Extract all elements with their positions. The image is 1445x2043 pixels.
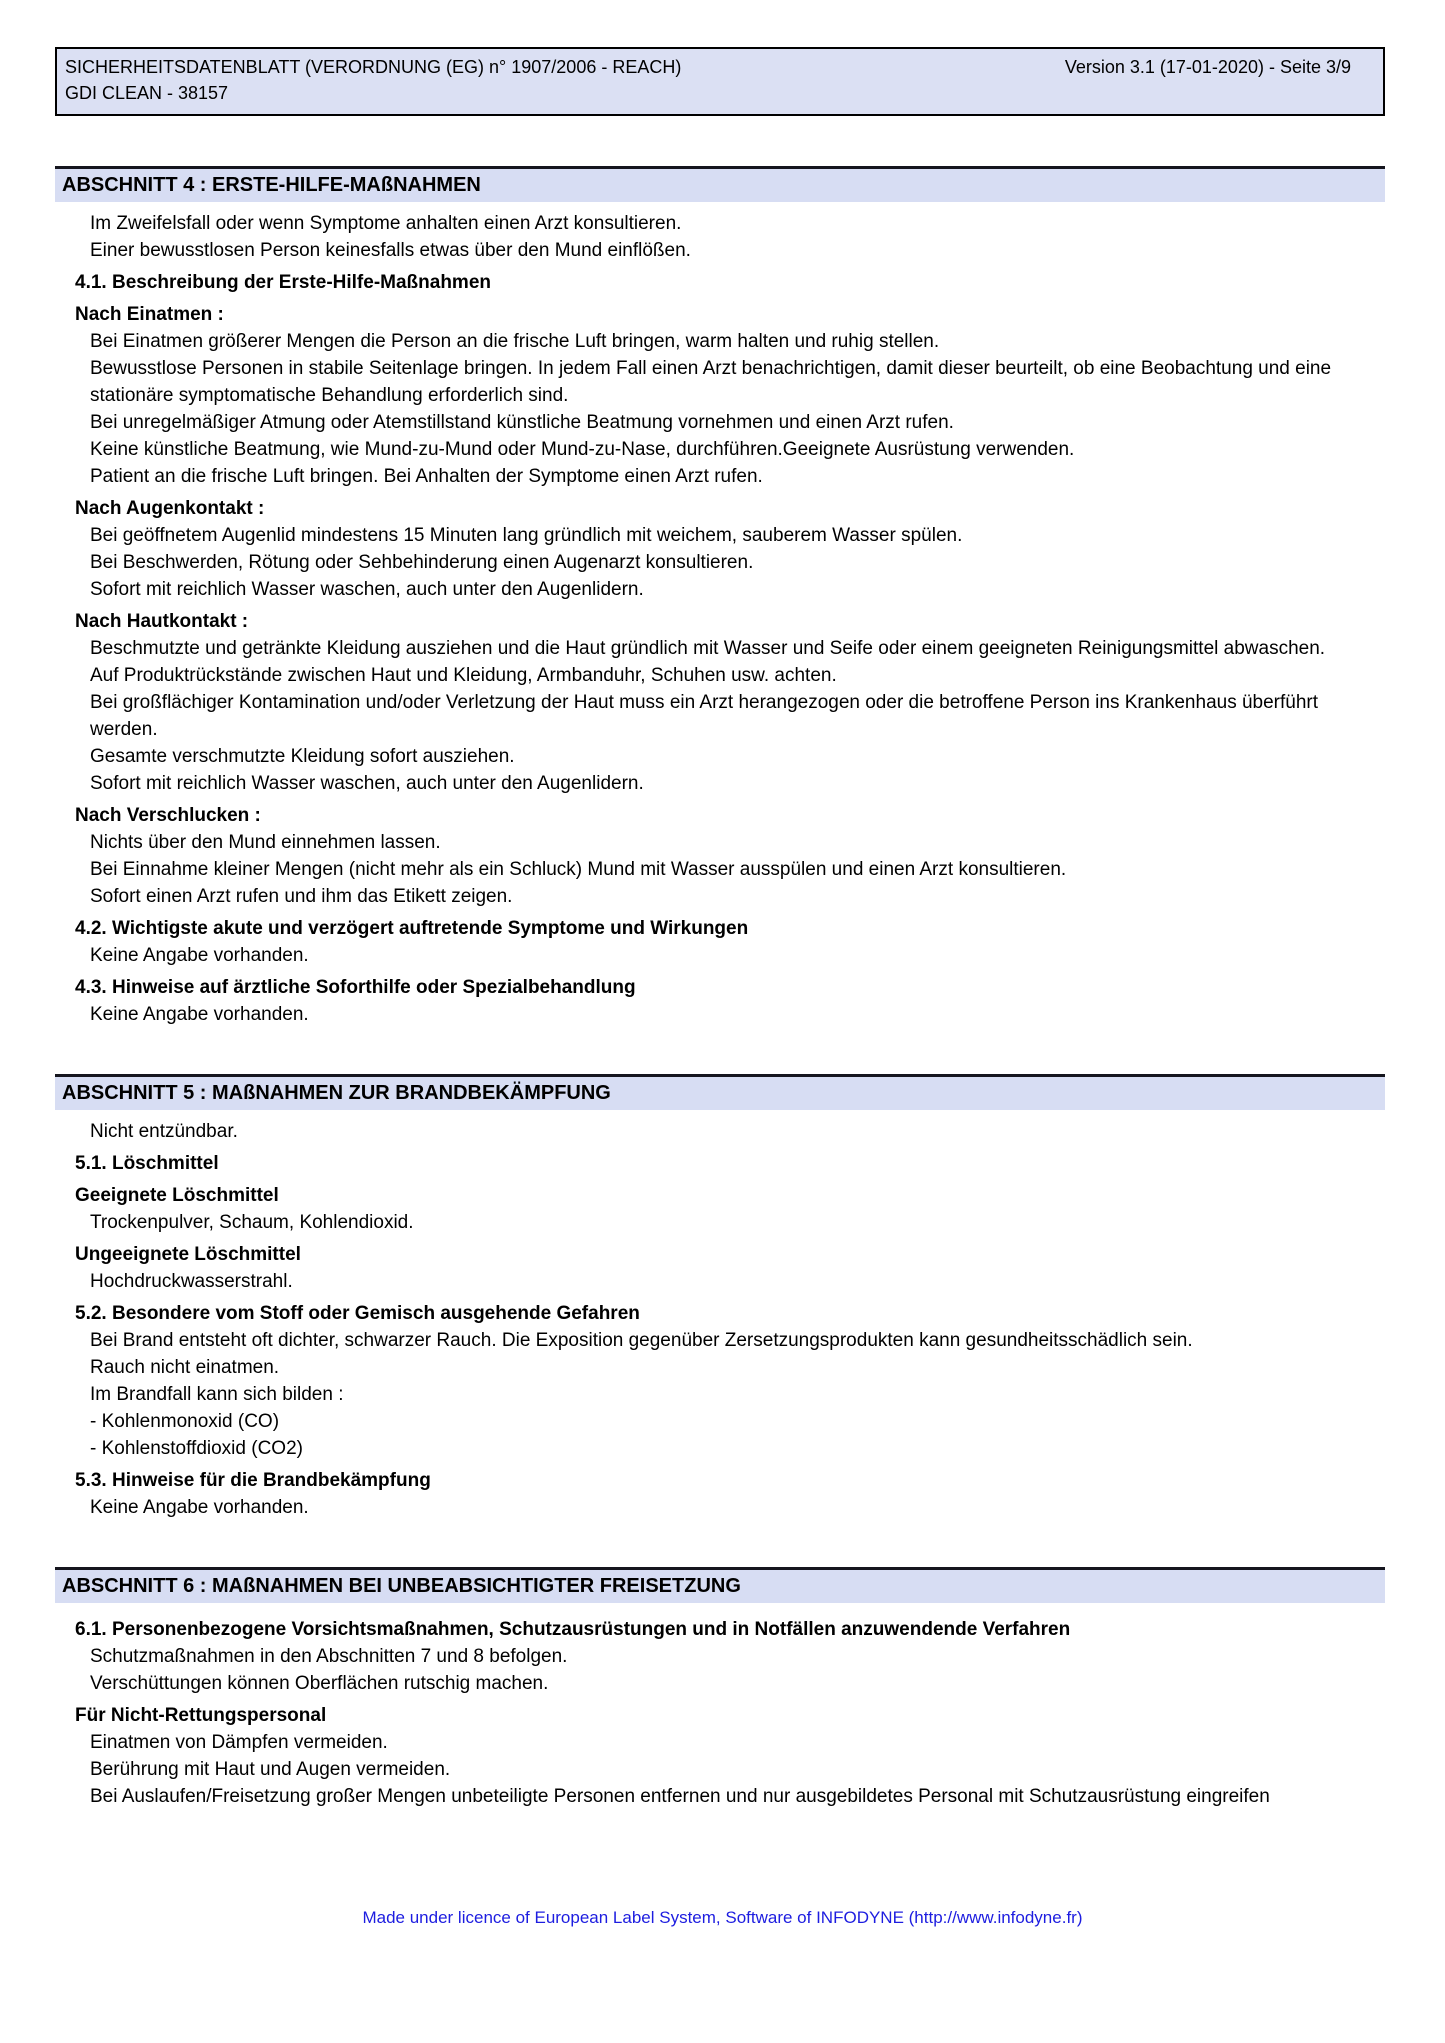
subsection-heading: 4.1. Beschreibung der Erste-Hilfe-Maßnahmen [75, 272, 491, 293]
subsection-heading: 4.2. Wichtigste akute und verzögert auftretende Symptome und Wirkungen [75, 918, 749, 939]
paragraph-line: Sofort mit reichlich Wasser waschen, auch unter den Augenlidern. [90, 773, 644, 794]
section-title: ABSCHNITT 6 : MAßNAHMEN BEI UNBEABSICHTIGTER FREISETZUNG [62, 1575, 741, 1597]
paragraph-line: Nicht entzündbar. [90, 1121, 238, 1142]
subsection-heading: 5.2. Besondere vom Stoff oder Gemisch ausgehende Gefahren [75, 1303, 640, 1324]
section-blocks [55, 1110, 1385, 1521]
paragraph-line: Trockenpulver, Schaum, Kohlendioxid. [90, 1212, 414, 1233]
paragraph-line: Bei Auslaufen/Freisetzung großer Mengen unbeteiligte Personen entfernen und nur ausgebildetes Personal mit Schutzausrüstung eingreifen [90, 1786, 1270, 1807]
subsection-heading: 6.1. Personenbezogene Vorsichtsmaßnahmen, Schutzausrüstungen und in Notfällen anzuwendende Verfahren [75, 1619, 1071, 1640]
subsection-heading: Für Nicht-Rettungspersonal [75, 1705, 327, 1726]
subsection-heading: Nach Verschlucken : [75, 805, 261, 826]
section-header [55, 1074, 1385, 1110]
paragraph-line: Sofort mit reichlich Wasser waschen, auch unter den Augenlidern. [90, 579, 644, 600]
subsection-heading: Ungeeignete Löschmittel [75, 1244, 301, 1265]
section-title: ABSCHNITT 4 : ERSTE-HILFE-MAßNAHMEN [62, 174, 481, 196]
paragraph-line: Beschmutzte und getränkte Kleidung ausziehen und die Haut gründlich mit Wasser und Seife oder einem geeigneten Reinigungsmittel abwaschen. [90, 638, 1326, 659]
header-product: GDI CLEAN - 38157 [65, 83, 229, 103]
paragraph-line: - Kohlenstoffdioxid (CO2) [90, 1438, 303, 1459]
document-header [55, 47, 1385, 116]
paragraph-line: - Kohlenmonoxid (CO) [90, 1411, 280, 1432]
subsection-heading: Nach Augenkontakt : [75, 498, 265, 519]
paragraph-line: Nichts über den Mund einnehmen lassen. [90, 832, 441, 853]
paragraph-line: Schutzmaßnahmen in den Abschnitten 7 und 8 befolgen. [90, 1646, 568, 1667]
paragraph-line: Gesamte verschmutzte Kleidung sofort ausziehen. [90, 746, 515, 767]
paragraph-line: Im Zweifelsfall oder wenn Symptome anhalten einen Arzt konsultieren. [90, 213, 682, 234]
paragraph-line: Bewusstlose Personen in stabile Seitenlage bringen. In jedem Fall einen Arzt benachrichtigen, damit dieser beurteilt, ob eine Beobachtung und eine stationäre symptomatische Behandlung erforderlich sind. [90, 358, 1332, 406]
paragraph-line: Einer bewusstlosen Person keinesfalls etwas über den Mund einflößen. [90, 240, 691, 261]
paragraph-line: Bei Einatmen größerer Mengen die Person an die frische Luft bringen, warm halten und ruhig stellen. [90, 331, 940, 352]
section-header [55, 166, 1385, 202]
section-header [55, 1567, 1385, 1603]
header-title: SICHERHEITSDATENBLATT (VERORDNUNG (EG) n° 1907/2006 - REACH) [65, 57, 682, 77]
paragraph-line: Patient an die frische Luft bringen. Bei Anhalten der Symptome einen Arzt rufen. [90, 466, 763, 487]
paragraph-line: Bei geöffnetem Augenlid mindestens 15 Minuten lang gründlich mit weichem, sauberem Wasser spülen. [90, 525, 963, 546]
paragraph-line: Bei Brand entsteht oft dichter, schwarzer Rauch. Die Exposition gegenüber Zersetzungsprodukten kann gesundheitsschädlich sein. [90, 1330, 1193, 1351]
paragraph-line: Hochdruckwasserstrahl. [90, 1271, 293, 1292]
paragraph-line: Berührung mit Haut und Augen vermeiden. [90, 1759, 451, 1780]
paragraph-line: Keine Angabe vorhanden. [90, 1497, 309, 1518]
paragraph-line: Auf Produktrückstände zwischen Haut und Kleidung, Armbanduhr, Schuhen usw. achten. [90, 665, 837, 686]
subsection-heading: 5.1. Löschmittel [75, 1153, 219, 1174]
paragraph-line: Bei Beschwerden, Rötung oder Sehbehinderung einen Augenarzt konsultieren. [90, 552, 754, 573]
paragraph-line: Rauch nicht einatmen. [90, 1357, 280, 1378]
subsection-heading: 5.3. Hinweise für die Brandbekämpfung [75, 1470, 431, 1491]
subsection-heading: Nach Einatmen : [75, 304, 224, 325]
paragraph-line: Verschüttungen können Oberflächen rutschig machen. [90, 1673, 549, 1694]
paragraph-line: Einatmen von Dämpfen vermeiden. [90, 1732, 388, 1753]
paragraph-line: Bei unregelmäßiger Atmung oder Atemstillstand künstliche Beatmung vornehmen und einen Arzt rufen. [90, 412, 954, 433]
paragraph-line: Bei großflächiger Kontamination und/oder Verletzung der Haut muss ein Arzt herangezogen oder die betroffene Person ins Krankenhaus überführt werden. [90, 692, 1319, 740]
header-version: Version 3.1 (17-01-2020) - Seite 3/9 [1064, 57, 1351, 77]
section-blocks [55, 202, 1385, 1028]
paragraph-line: Sofort einen Arzt rufen und ihm das Etikett zeigen. [90, 886, 513, 907]
footer-credit: Made under licence of European Label System, Software of INFODYNE (http://www.infodyne.fr) [362, 1908, 1083, 1927]
subsection-heading: Geeignete Löschmittel [75, 1185, 279, 1206]
paragraph-line: Keine Angabe vorhanden. [90, 1004, 309, 1025]
section-blocks [55, 1603, 1385, 1810]
paragraph-line: Keine künstliche Beatmung, wie Mund-zu-Mund oder Mund-zu-Nase, durchführen.Geeignete Ausrüstung verwenden. [90, 439, 1075, 460]
sections-container [55, 166, 1385, 1810]
paragraph-line: Im Brandfall kann sich bilden : [90, 1384, 344, 1405]
section-title: ABSCHNITT 5 : MAßNAHMEN ZUR BRANDBEKÄMPFUNG [62, 1082, 611, 1104]
paragraph-line: Bei Einnahme kleiner Mengen (nicht mehr als ein Schluck) Mund mit Wasser ausspülen und einen Arzt konsultieren. [90, 859, 1067, 880]
subsection-heading: Nach Hautkontakt : [75, 611, 249, 632]
subsection-heading: 4.3. Hinweise auf ärztliche Soforthilfe oder Spezialbehandlung [75, 977, 636, 998]
paragraph-line: Keine Angabe vorhanden. [90, 945, 309, 966]
